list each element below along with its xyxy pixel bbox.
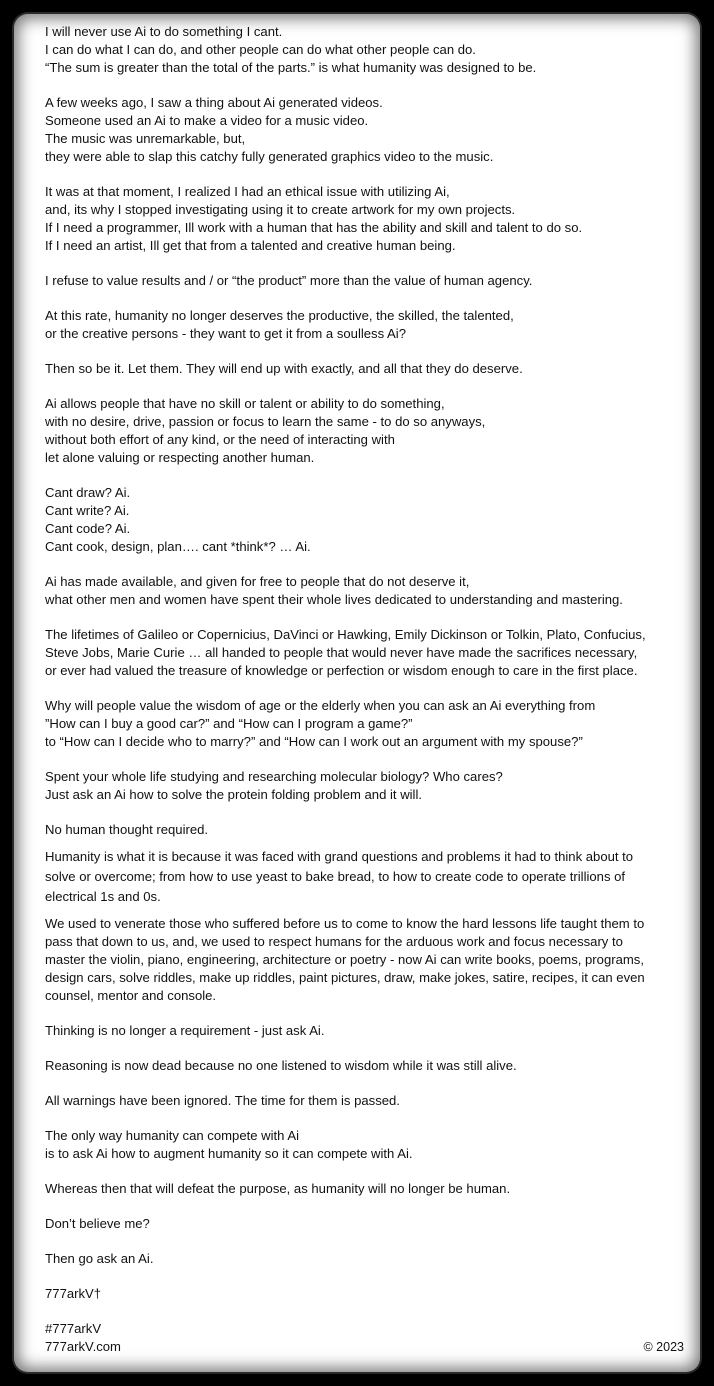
text-line: Spent your whole life studying and researching molecular biology? Who cares? (45, 769, 503, 784)
document-body (45, 23, 685, 1372)
paragraph (45, 1180, 685, 1198)
paragraph (45, 1127, 685, 1163)
text-line: Reasoning is now dead because no one listened to wisdom while it was still alive. (45, 1058, 517, 1073)
text-line: Steve Jobs, Marie Curie … all handed to people that would never have made the sacrifices necessary, (45, 645, 638, 660)
text-line: I can do what I can do, and other people can do what other people can do. (45, 42, 476, 57)
paragraph (45, 626, 685, 680)
text-line: The only way humanity can compete with Ai (45, 1128, 299, 1143)
text-line: I refuse to value results and / or “the product” more than the value of human agency. (45, 273, 533, 288)
paragraph (45, 1092, 685, 1110)
text-line: with no desire, drive, passion or focus to learn the same - to do so anyways, (45, 414, 486, 429)
text-line: If I need an artist, Ill get that from a talented and creative human being. (45, 238, 456, 253)
text-line: We used to venerate those who suffered before us to come to know the hard lessons life taught them to (45, 916, 645, 931)
paragraph (45, 360, 685, 378)
paragraph (45, 1215, 685, 1233)
text-line: without both effort of any kind, or the need of interacting with (45, 432, 395, 447)
text-line: Just ask an Ai how to solve the protein folding problem and it will. (45, 787, 423, 802)
text-line: pass that down to us, and, we used to respect humans for the arduous work and focus necessary to (45, 934, 623, 949)
text-line: 777arkV† (45, 1286, 102, 1301)
text-line: solve or overcome; from how to use yeast to bake bread, to how to create code to operate trillions of (45, 869, 626, 884)
text-line: No human thought required. (45, 822, 209, 837)
text-line: Then so be it. Let them. They will end up with exactly, and all that they do deserve. (45, 361, 523, 376)
paragraph (45, 307, 685, 343)
paragraph (45, 573, 685, 609)
text-line: Whereas then that will defeat the purpose, as humanity will no longer be human. (45, 1181, 511, 1196)
text-line: to “How can I decide who to marry?” and “How can I work out an argument with my spouse?” (45, 734, 583, 749)
text-line: is to ask Ai how to augment humanity so it can compete with Ai. (45, 1146, 413, 1161)
text-line: electrical 1s and 0s. (45, 889, 161, 904)
copyright-notice: © 2023 (643, 1340, 684, 1354)
paragraph (45, 768, 685, 804)
paragraph (45, 847, 685, 907)
paragraph (45, 915, 685, 1005)
text-line: Cant cook, design, plan…. cant *think*? … Ai. (45, 539, 311, 554)
paragraph (45, 1022, 685, 1040)
document-page (14, 14, 700, 1372)
text-line: Then go ask an Ai. (45, 1251, 154, 1266)
paragraph (45, 23, 685, 77)
text-line: let alone valuing or respecting another human. (45, 450, 315, 465)
text-line: ”How can I buy a good car?” and “How can I program a game?” (45, 716, 413, 731)
text-line: I will never use Ai to do something I cant. (45, 24, 283, 39)
text-line: Humanity is what it is because it was faced with grand questions and problems it had to think about to (45, 849, 634, 864)
text-line: All warnings have been ignored. The time for them is passed. (45, 1093, 400, 1108)
text-line: counsel, mentor and console. (45, 988, 217, 1003)
text-line: or the creative persons - they want to get it from a soulless Ai? (45, 326, 406, 341)
text-line: and, its why I stopped investigating using it to create artwork for my own projects. (45, 202, 516, 217)
text-line: Don’t believe me? (45, 1216, 150, 1231)
text-line: It was at that moment, I realized I had an ethical issue with utilizing Ai, (45, 184, 450, 199)
paragraph (45, 1057, 685, 1075)
paragraph (45, 484, 685, 556)
text-line: or ever had valued the treasure of knowledge or perfection or wisdom enough to care in the first place. (45, 663, 638, 678)
text-line: 777arkV.com (45, 1339, 121, 1354)
text-line: Cant code? Ai. (45, 521, 131, 536)
paragraph (45, 395, 685, 467)
paragraph (45, 94, 685, 166)
text-line: Thinking is no longer a requirement - just ask Ai. (45, 1023, 325, 1038)
paragraph (45, 821, 685, 839)
text-line: what other men and women have spent their whole lives dedicated to understanding and mastering. (45, 592, 623, 607)
text-line: Someone used an Ai to make a video for a music video. (45, 113, 369, 128)
paragraph (45, 1285, 685, 1303)
paragraph (45, 1320, 685, 1356)
text-line: Ai has made available, and given for free to people that do not deserve it, (45, 574, 470, 589)
text-line: At this rate, humanity no longer deserves the productive, the skilled, the talented, (45, 308, 514, 323)
text-line: #777arkV (45, 1321, 102, 1336)
text-line: they were able to slap this catchy fully generated graphics video to the music. (45, 149, 494, 164)
paragraph (45, 183, 685, 255)
text-line: “The sum is greater than the total of the parts.” is what humanity was designed to be. (45, 60, 537, 75)
paragraph (45, 1250, 685, 1268)
paragraph (45, 272, 685, 290)
text-line: A few weeks ago, I saw a thing about Ai generated videos. (45, 95, 383, 110)
text-line: Ai allows people that have no skill or talent or ability to do something, (45, 396, 445, 411)
text-line: The music was unremarkable, but, (45, 131, 246, 146)
text-line: design cars, solve riddles, make up riddles, paint pictures, draw, make jokes, satire, recipes, it can even (45, 970, 645, 985)
text-line: The lifetimes of Galileo or Copernicius, DaVinci or Hawking, Emily Dickinson or Tolkin, Plato, Confucius, (45, 627, 646, 642)
text-line: Why will people value the wisdom of age or the elderly when you can ask an Ai everything from (45, 698, 596, 713)
text-line: If I need a programmer, Ill work with a human that has the ability and skill and talent to do so. (45, 220, 583, 235)
paragraph (45, 697, 685, 751)
text-line: Cant write? Ai. (45, 503, 130, 518)
text-line: master the violin, piano, engineering, architecture or poetry - now Ai can write books, poems, programs, (45, 952, 644, 967)
text-line: Cant draw? Ai. (45, 485, 131, 500)
